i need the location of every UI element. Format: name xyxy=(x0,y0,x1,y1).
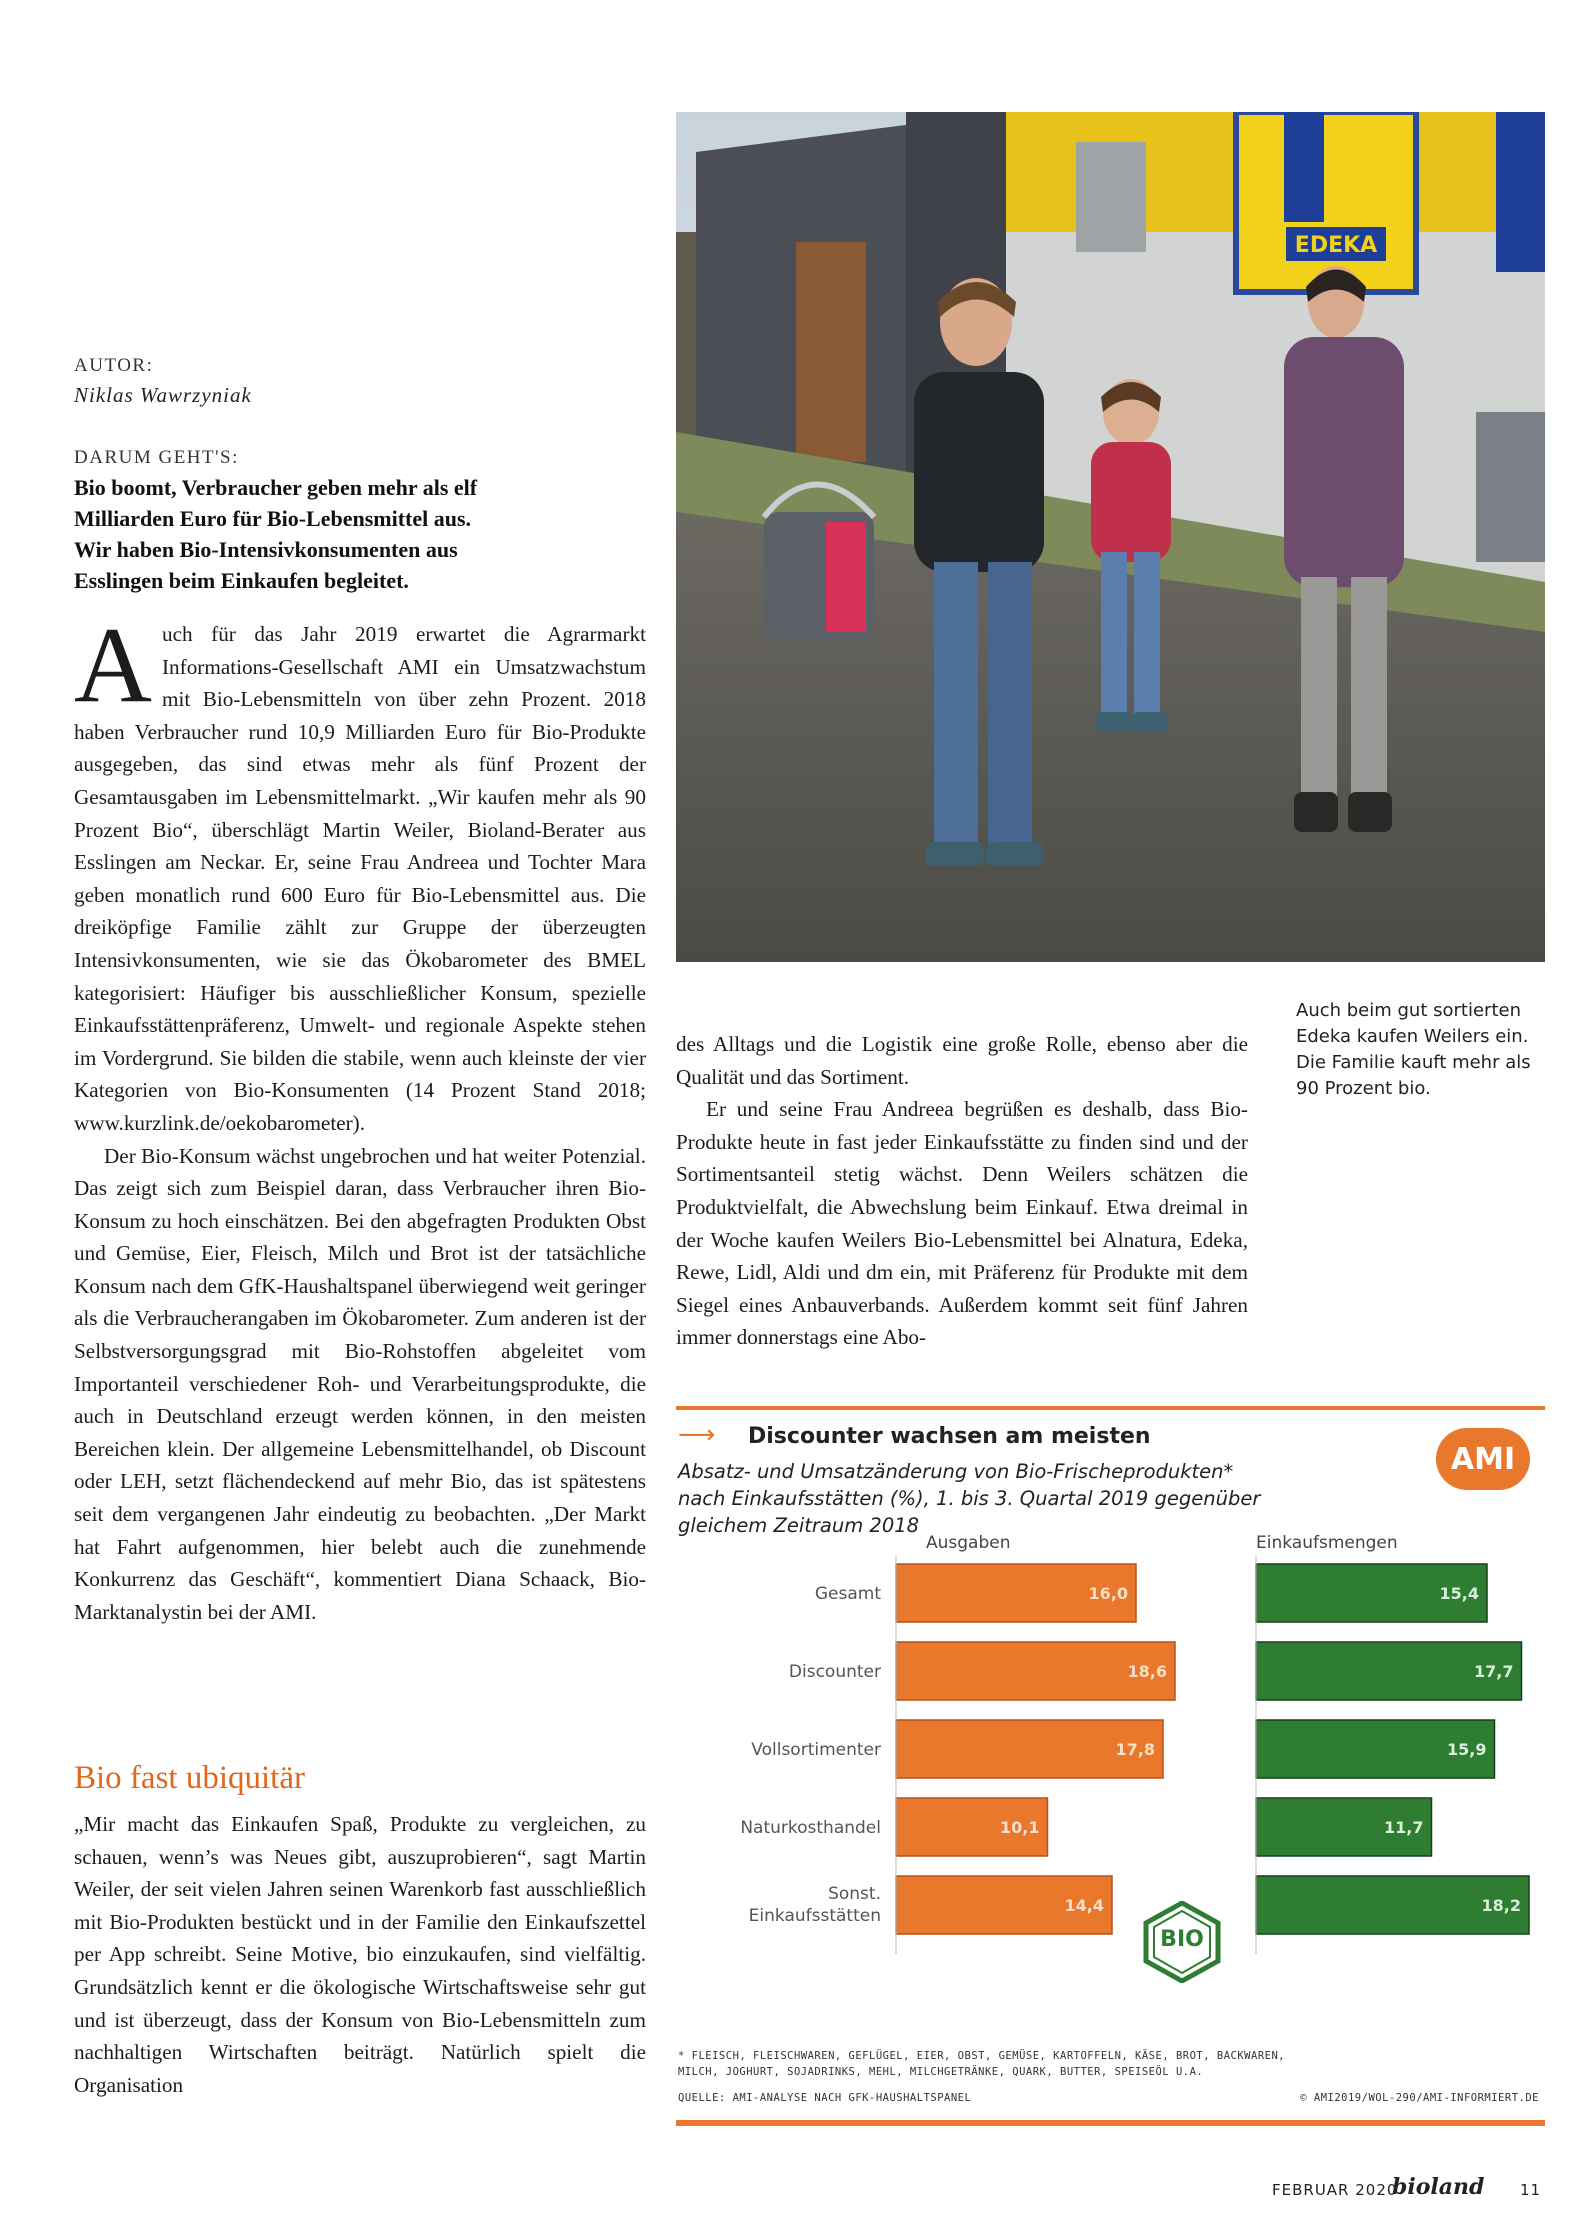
subheading: Bio fast ubiquitär xyxy=(74,1760,305,1796)
intro-line: Milliarden Euro für Bio-Lebensmittel aus. xyxy=(74,506,472,531)
paragraph-4: des Alltags und die Logistik eine große Rolle, ebenso aber die Qualität und das Sortiment. xyxy=(676,1032,1248,1089)
author-name: Niklas Wawrzyniak xyxy=(74,383,252,407)
caption-line: 90 Prozent bio. xyxy=(1296,1078,1431,1099)
photo-family-shopping xyxy=(676,112,1545,962)
photo-illustration xyxy=(676,112,1545,962)
article-column-right xyxy=(676,1028,1248,1354)
bar-value-label: 14,4 xyxy=(1064,1896,1104,1915)
paragraph-3: „Mir macht das Einkaufen Spaß, Produkte zu vergleichen, zu schauen, wenn’s was Neues gibt, auszuprobieren“, sagt Martin Weiler, der seit vielen Jahren seinen Warenkorb fast ausschließlich mit Bio-Produkten bestückt und in der Familie den Einkaufszettel per App schreibt. Seine Motive, bio einzukaufen, sind vielfältig. Grundsätzlich kennt er die ökologische Wirtschaftsweise sehr gut und ist überzeugt, dass der Konsum von Bio-Lebensmitteln zum nachhaltigen Wirtschaften beiträgt. Natürlich spielt die Organisation xyxy=(74,1812,646,2097)
chart-rule-bottom xyxy=(676,2120,1545,2126)
intro-line: Wir haben Bio-Intensivkonsumenten aus xyxy=(74,537,458,562)
bio-seal-text: BIO xyxy=(1160,1927,1204,1952)
intro-teaser xyxy=(74,472,654,596)
chart-title: Discounter wachsen am meisten xyxy=(748,1424,1151,1449)
intro-line: Esslingen beim Einkaufen begleitet. xyxy=(74,568,409,593)
bar-value-label: 11,7 xyxy=(1384,1818,1424,1837)
bar-value-label: 15,9 xyxy=(1447,1740,1487,1759)
bar-value-label: 17,7 xyxy=(1474,1662,1514,1681)
category-label: Einkaufsstätten xyxy=(748,1906,881,1926)
paragraph-2: Der Bio-Konsum wächst ungebrochen und hat weiter Potenzial. Das zeigt sich zum Beispiel daran, dass Verbraucher ihren Bio-Konsum zu hoch einschätzen. Bei den abgefragten Produkten Obst und Gemüse, Eier, Fleisch, Milch und Brot ist der tatsächliche Konsum nach dem GfK-Haushaltspanel überwiegend weit geringer als die Verbraucherangaben im Ökobarometer. Zum anderen ist der Selbstversorgungsgrad mit Bio-Rohstoffen abgeleitet vom Importanteil verschiedener Roh- und Verarbeitungsprodukte, die auch in Deutschland erzeugt werden können, in den meisten Bereichen klein. Der allgemeine Lebensmittelhandel, ob Discount oder LEH, setzt flächendeckend auf mehr Bio, das ist spätestens seit dem vergangenen Jahr eindeutig zu beobachten. „Der Markt hat Fahrt aufgenommen, hier belebt auch die zunehmende Konkurrenz das Geschäft“, kommentiert Diana Schaack, Bio-Marktanalystin bei der AMI. xyxy=(74,1143,646,1624)
paragraph-1-text: uch für das Jahr 2019 erwartet die Agrarmarkt Informations-Gesellschaft AMI ein Umsatzwachstum mit Bio-Lebensmitteln von über zehn Prozent. 2018 haben Verbraucher rund 10,9 Milliarden Euro für Bio-Produkte ausgegeben, das sind etwas mehr als fünf Prozent der Gesamtausgaben im Lebensmittelmarkt. „Wir kaufen mehr als 90 Prozent Bio“, überschlägt Martin Weiler, Bioland-Berater aus Esslingen am Neckar. Er, seine Frau Andreea und Tochter Mara geben monatlich rund 600 Euro für Bio-Lebensmittel aus. Die dreiköpfige Familie zählt zur Gruppe der überzeugten Intensivkonsumenten, wie sie das Ökobarometer des BMEL kategorisiert: Häufiger bis ausschließlicher Konsum, spezielle Einkaufsstättenpräferenz, Umwelt- und regionale Aspekte stehen im Vordergrund. Sie bilden die stabile, wenn auch kleinste der vier Kategorien von Bio-Konsumenten (14 Prozent Stand 2018; www.kurzlink.de/oekobarometer). xyxy=(74,622,646,1135)
bar-value-label: 10,1 xyxy=(1000,1818,1040,1837)
series-header: Ausgaben xyxy=(926,1533,1011,1553)
darum-label: DARUM GEHT'S: xyxy=(74,447,239,468)
chart-subtitle-line: nach Einkaufsstätten (%), 1. bis 3. Quartal 2019 gegenüber xyxy=(678,1487,1261,1510)
chart-subtitle-line: gleichem Zeitraum 2018 xyxy=(678,1514,920,1537)
arrow-icon: ⟶ xyxy=(678,1420,716,1450)
photo-caption xyxy=(1296,998,1546,1102)
bio-seal-icon xyxy=(1141,1901,1223,1983)
bar-chart xyxy=(676,1526,1545,2006)
article-column-left-bottom xyxy=(74,1808,646,2101)
chart-copyright: © AMI2019/WOL-290/AMI-INFORMIERT.DE xyxy=(1300,2092,1539,2104)
bioland-logo: bioland xyxy=(1392,2174,1485,2200)
page-number: 11 xyxy=(1520,2181,1542,2199)
bar-value-label: 18,2 xyxy=(1481,1896,1521,1915)
chart-subtitle-line: Absatz- und Umsatzänderung von Bio-Frischeprodukten* xyxy=(678,1460,1234,1483)
chart-infobox xyxy=(676,1406,1545,2126)
category-label: Naturkosthandel xyxy=(740,1818,881,1838)
category-label: Discounter xyxy=(788,1662,881,1682)
bar-value-label: 15,4 xyxy=(1439,1584,1479,1603)
series-header: Einkaufsmengen xyxy=(1256,1533,1398,1553)
caption-line: Die Familie kauft mehr als xyxy=(1296,1052,1531,1073)
bar-value-label: 16,0 xyxy=(1088,1584,1128,1603)
store-sign-text: EDEKA xyxy=(1294,233,1378,258)
footnote-line: MILCH, JOGHURT, SOJADRINKS, MEHL, MILCHGETRÄNKE, QUARK, BUTTER, SPEISEÖL U.A. xyxy=(678,2066,1204,2078)
chart-source: QUELLE: AMI-ANALYSE NACH GFK-HAUSHALTSPANEL xyxy=(678,2092,972,2104)
article-column-left xyxy=(74,606,646,1628)
chart-rule-top xyxy=(676,1406,1545,1410)
ami-logo: AMI xyxy=(1436,1428,1530,1490)
author-label: AUTOR: xyxy=(74,355,154,376)
bar-value-label: 18,6 xyxy=(1127,1662,1167,1681)
issue-date: FEBRUAR 2020 xyxy=(1272,2181,1398,2199)
category-label: Sonst. xyxy=(828,1884,881,1904)
footnote-line: * FLEISCH, FLEISCHWAREN, GEFLÜGEL, EIER, OBST, GEMÜSE, KARTOFFELN, KÄSE, BROT, BACKWAREN, xyxy=(678,2050,1286,2062)
paragraph-5: Er und seine Frau Andreea begrüßen es deshalb, dass Bio-Produkte heute in fast jeder Einkaufsstätte zu finden sind und der Sortimentsanteil stetig wächst. Denn Weilers schätzen die Produktvielfalt, die Abwechslung beim Einkauf. Etwa dreimal in der Woche kaufen Weilers Bio-Lebensmittel bei Alnatura, Edeka, Rewe, Lidl, Aldi und dm ein, mit Präferenz für Produkte mit dem Siegel eines Anbauverbands. Außerdem kommt seit fünf Jahren immer donnerstags eine Abo- xyxy=(676,1097,1248,1350)
category-label: Gesamt xyxy=(814,1584,881,1604)
caption-line: Auch beim gut sortierten xyxy=(1296,1000,1521,1021)
bar-value-label: 17,8 xyxy=(1115,1740,1155,1759)
intro-line: Bio boomt, Verbraucher geben mehr als elf xyxy=(74,475,478,500)
caption-line: Edeka kaufen Weilers ein. xyxy=(1296,1026,1529,1047)
chart-footnote xyxy=(678,2048,1538,2080)
drop-cap: A xyxy=(74,606,152,725)
category-label: Vollsortimenter xyxy=(751,1740,881,1760)
paragraph-1 xyxy=(74,606,646,1140)
